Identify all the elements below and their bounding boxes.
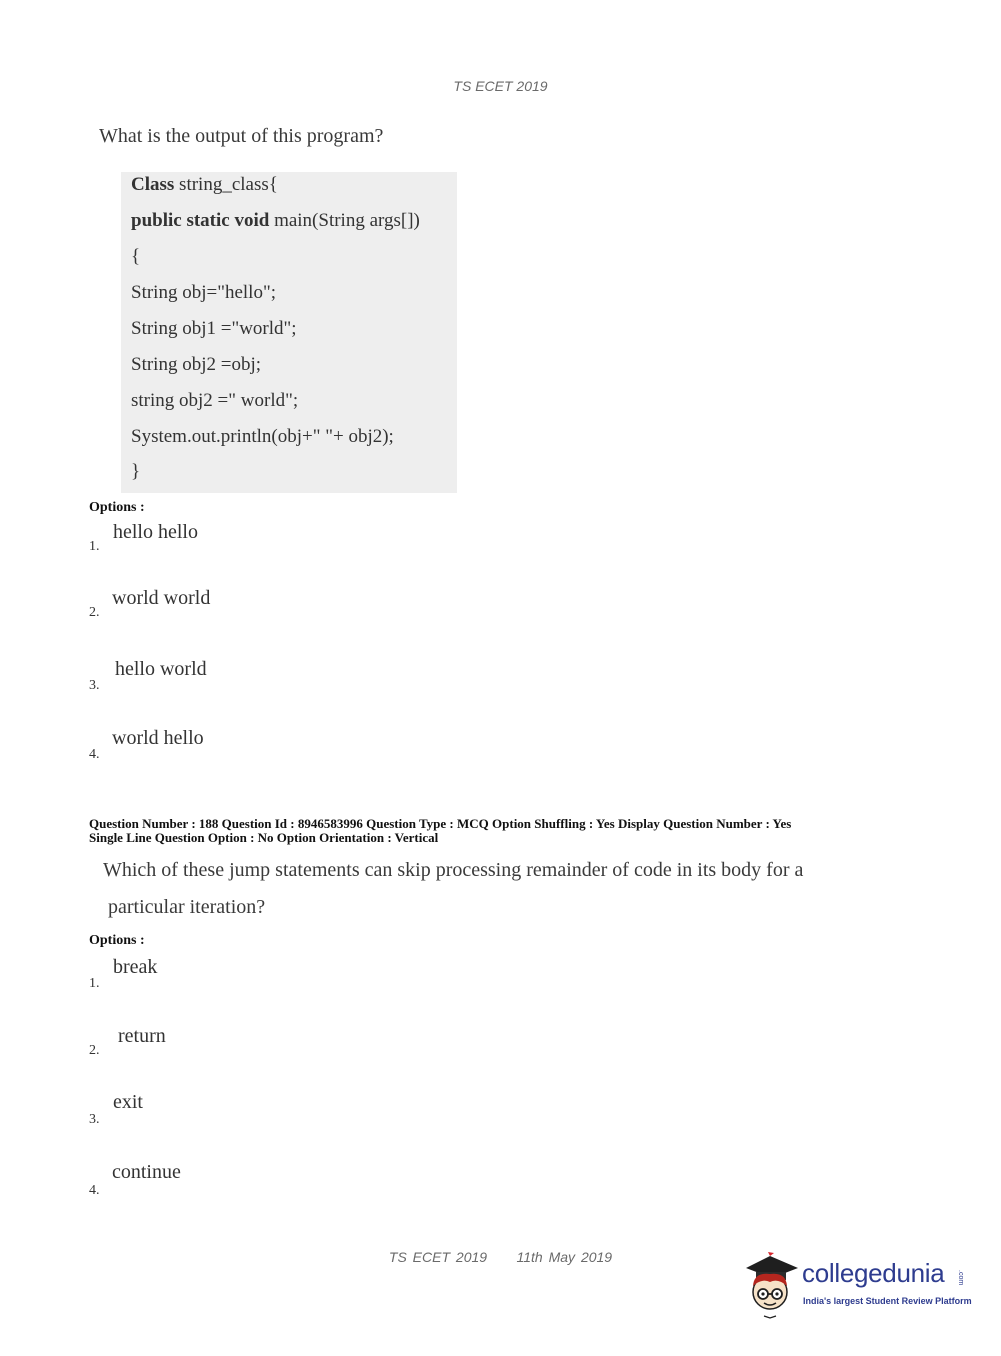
option-number: 2.	[89, 605, 100, 620]
code-line: public static void main(String args[])	[131, 210, 420, 231]
option-text[interactable]: return	[118, 1025, 166, 1047]
page-footer: TS ECET 2019 11th May 2019	[388, 1249, 613, 1265]
option-text[interactable]: world hello	[112, 727, 204, 749]
code-line: String obj="hello";	[131, 282, 276, 303]
brand-tld: .com	[957, 1270, 964, 1286]
code-line: String obj1 ="world";	[131, 318, 297, 339]
question-meta: Question Number : 188 Question Id : 8946583996 Question Type : MCQ Option Shuffling : Yes Display Question Number : Yes	[89, 816, 792, 831]
page-header: TS ECET 2019	[453, 78, 548, 94]
option-number: 1.	[89, 976, 100, 991]
options-label: Options :	[89, 933, 145, 948]
code-line: string obj2 =" world";	[131, 390, 299, 411]
question-2-text: particular iteration?	[108, 896, 266, 918]
question-meta: Single Line Question Option : No Option Orientation : Vertical	[89, 830, 439, 845]
code-line: System.out.println(obj+" "+ obj2);	[131, 426, 394, 447]
option-text[interactable]: exit	[113, 1091, 143, 1113]
brand-name: collegedunia	[802, 1258, 945, 1288]
code-line: {	[131, 246, 141, 267]
option-text[interactable]: hello hello	[113, 521, 198, 543]
option-number: 3.	[89, 678, 100, 693]
brand-tagline: India's largest Student Review Platform	[803, 1296, 972, 1306]
option-text[interactable]: continue	[112, 1161, 181, 1183]
option-number: 1.	[89, 539, 100, 554]
option-number: 4.	[89, 1183, 100, 1198]
option-number: 4.	[89, 747, 100, 762]
option-text[interactable]: break	[113, 956, 158, 978]
mascot-logo-icon	[740, 1250, 802, 1320]
question-2-text: Which of these jump statements can skip processing remainder of code in its body for a	[103, 859, 804, 881]
code-line: String obj2 =obj;	[131, 354, 262, 375]
option-number: 2.	[89, 1043, 100, 1058]
option-number: 3.	[89, 1112, 100, 1127]
options-label: Options :	[89, 500, 145, 515]
question-1-text: What is the output of this program?	[99, 125, 384, 147]
option-text[interactable]: world world	[112, 587, 211, 609]
code-line: Class string_class{	[131, 174, 278, 195]
option-text[interactable]: hello world	[115, 658, 207, 680]
code-line: }	[131, 461, 141, 482]
